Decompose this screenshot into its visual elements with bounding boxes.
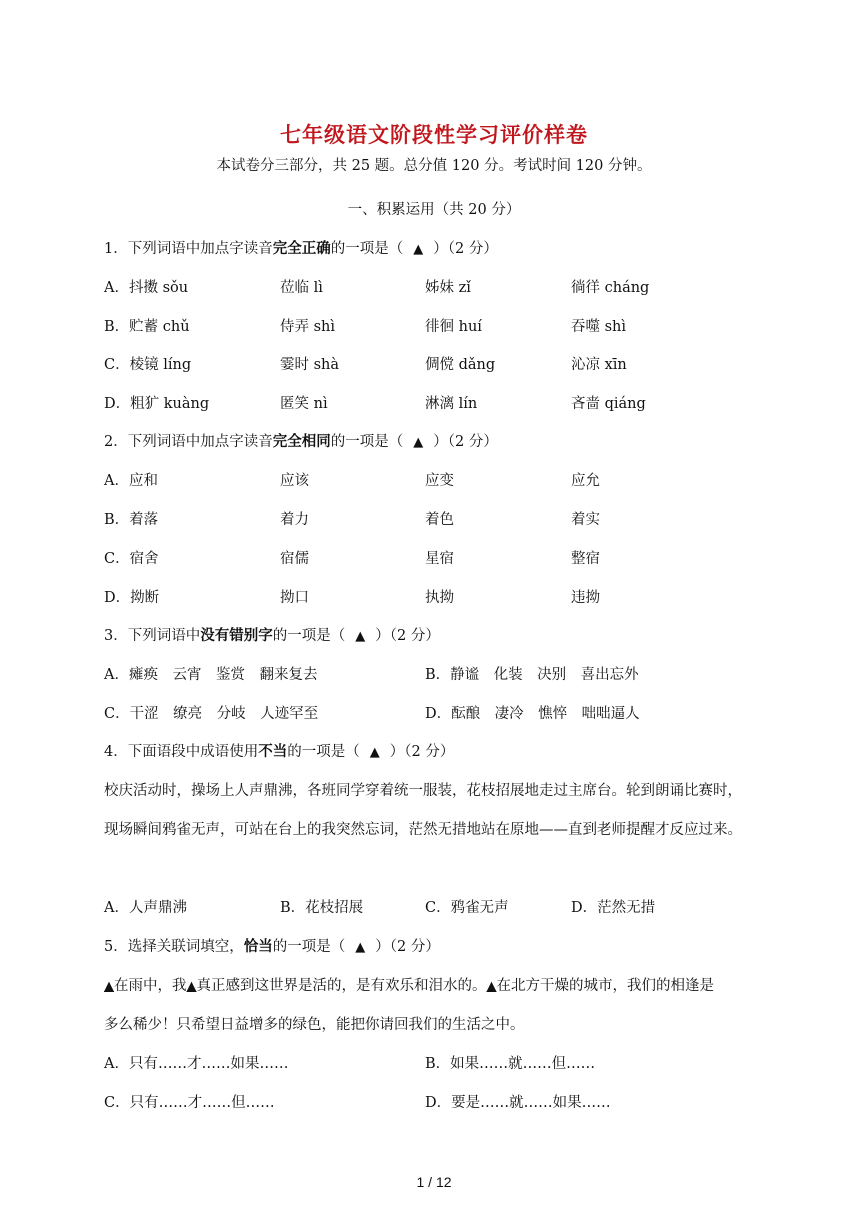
option-q2-a-3: 应变 bbox=[425, 473, 454, 489]
option-q1-c-4: 沁凉 xīn bbox=[571, 357, 627, 373]
blank-marker-1: ▲ bbox=[104, 979, 114, 994]
option-q2-b-4: 着实 bbox=[571, 512, 600, 528]
option-q1-c-2: 霎时 shà bbox=[280, 357, 340, 373]
option-q2-a-1: A．应和 bbox=[104, 473, 158, 489]
option-q1-b-1: B．贮蓄 chǔ bbox=[104, 319, 190, 335]
option-q5-c: C．只有……才……但…… bbox=[104, 1095, 275, 1111]
blank-marker-3: ▲ bbox=[486, 979, 497, 994]
option-q2-b-1: B．着落 bbox=[104, 512, 159, 528]
option-q1-a-2: 莅临 lì bbox=[280, 280, 323, 296]
blank-marker-2: ▲ bbox=[186, 979, 197, 994]
option-q1-d-3: 淋漓 lín bbox=[425, 396, 478, 412]
option-q1-b-2: 侍弄 shì bbox=[280, 319, 336, 335]
option-q2-d-3: 执拗 bbox=[425, 590, 454, 606]
option-q2-a-4: 应允 bbox=[571, 473, 600, 489]
option-q2-d-1: D．拗断 bbox=[104, 590, 160, 606]
option-q2-c-3: 星宿 bbox=[425, 551, 454, 567]
option-q5-b: B．如果……就……但…… bbox=[425, 1056, 596, 1072]
option-q2-a-2: 应该 bbox=[280, 473, 309, 489]
question-5: 5．选择关联词填空，恰当的一项是（ ▲ ）（2 分） bbox=[104, 938, 440, 955]
option-q4-c: C．鸦雀无声 bbox=[425, 900, 509, 916]
option-q4-d: D．茫然无措 bbox=[571, 900, 656, 916]
question-1: 1．下列词语中加点字读音完全正确的一项是（ ▲ ）（2 分） bbox=[104, 240, 498, 257]
option-q2-c-4: 整宿 bbox=[571, 551, 600, 567]
option-q2-c-1: C．宿舍 bbox=[104, 551, 159, 567]
option-q3-c: C．干涩 缭亮 分岐 人迹罕至 bbox=[104, 706, 319, 722]
option-q3-d: D．酝酿 凄冷 憔悴 咄咄逼人 bbox=[425, 706, 640, 722]
answer-blank-marker: ▲ bbox=[355, 629, 366, 644]
option-q1-d-2: 匿笑 nì bbox=[280, 396, 328, 412]
option-q1-c-1: C．棱镜 líng bbox=[104, 357, 192, 373]
page-title: 七年级语文阶段性学习评价样卷 bbox=[280, 122, 588, 147]
option-q2-d-2: 拗口 bbox=[280, 590, 309, 606]
option-q1-d-1: D．粗犷 kuàng bbox=[104, 396, 210, 412]
passage-line-2: 多么稀少！只希望日益增多的绿色，能把你请回我们的生活之中。 bbox=[104, 1017, 525, 1033]
option-q3-a: A．瘫痪 云宵 鉴赏 翻来复去 bbox=[104, 667, 318, 683]
option-q1-a-4: 徜徉 cháng bbox=[571, 280, 650, 296]
option-q5-d: D．要是……就……如果…… bbox=[425, 1095, 611, 1111]
option-q2-b-2: 着力 bbox=[280, 512, 309, 528]
option-q1-b-3: 徘徊 huí bbox=[425, 319, 482, 335]
passage-line-1: 校庆活动时，操场上人声鼎沸，各班同学穿着统一服装，花枝招展地走过主席台。轮到朗诵比赛时， bbox=[104, 783, 742, 799]
exam-instructions: 本试卷分三部分，共 25 题。总分值 120 分。考试时间 120 分钟。 bbox=[216, 158, 652, 174]
option-q2-d-4: 违拗 bbox=[571, 590, 600, 606]
answer-blank-marker: ▲ bbox=[369, 745, 380, 760]
question-4: 4．下面语段中成语使用不当的一项是（ ▲ ）（2 分） bbox=[104, 743, 455, 760]
option-q1-c-3: 倜傥 dǎng bbox=[425, 357, 496, 373]
option-q4-b: B．花枝招展 bbox=[280, 900, 364, 916]
page-number: 1 / 12 bbox=[416, 1174, 452, 1190]
passage-line-1: ▲在雨中，我▲真正感到这世界是活的，是有欢乐和泪水的。▲在北方干燥的城市，我们的相逢是 bbox=[104, 978, 714, 994]
option-q1-b-4: 吞噬 shì bbox=[571, 319, 627, 335]
option-q1-d-4: 吝啬 qiáng bbox=[571, 396, 646, 412]
option-q4-a: A．人声鼎沸 bbox=[104, 900, 187, 916]
question-3: 3．下列词语中没有错别字的一项是（ ▲ ）（2 分） bbox=[104, 627, 440, 644]
option-q1-a-1: A．抖擞 sǒu bbox=[104, 280, 189, 296]
section-heading: 一、积累运用（共 20 分） bbox=[347, 202, 521, 218]
option-q1-a-3: 姊妹 zǐ bbox=[425, 280, 471, 296]
answer-blank-marker: ▲ bbox=[413, 242, 424, 257]
option-q5-a: A．只有……才……如果…… bbox=[104, 1056, 289, 1072]
answer-blank-marker: ▲ bbox=[355, 940, 366, 955]
answer-blank-marker: ▲ bbox=[413, 435, 424, 450]
passage-line-2: 现场瞬间鸦雀无声，可站在台上的我突然忘词，茫然无措地站在原地——直到老师提醒才反应过来。 bbox=[104, 822, 742, 838]
question-2: 2．下列词语中加点字读音完全相同的一项是（ ▲ ）（2 分） bbox=[104, 433, 498, 450]
option-q2-c-2: 宿儒 bbox=[280, 551, 309, 567]
option-q3-b: B．静谧 化装 决别 喜出忘外 bbox=[425, 667, 639, 683]
option-q2-b-3: 着色 bbox=[425, 512, 454, 528]
